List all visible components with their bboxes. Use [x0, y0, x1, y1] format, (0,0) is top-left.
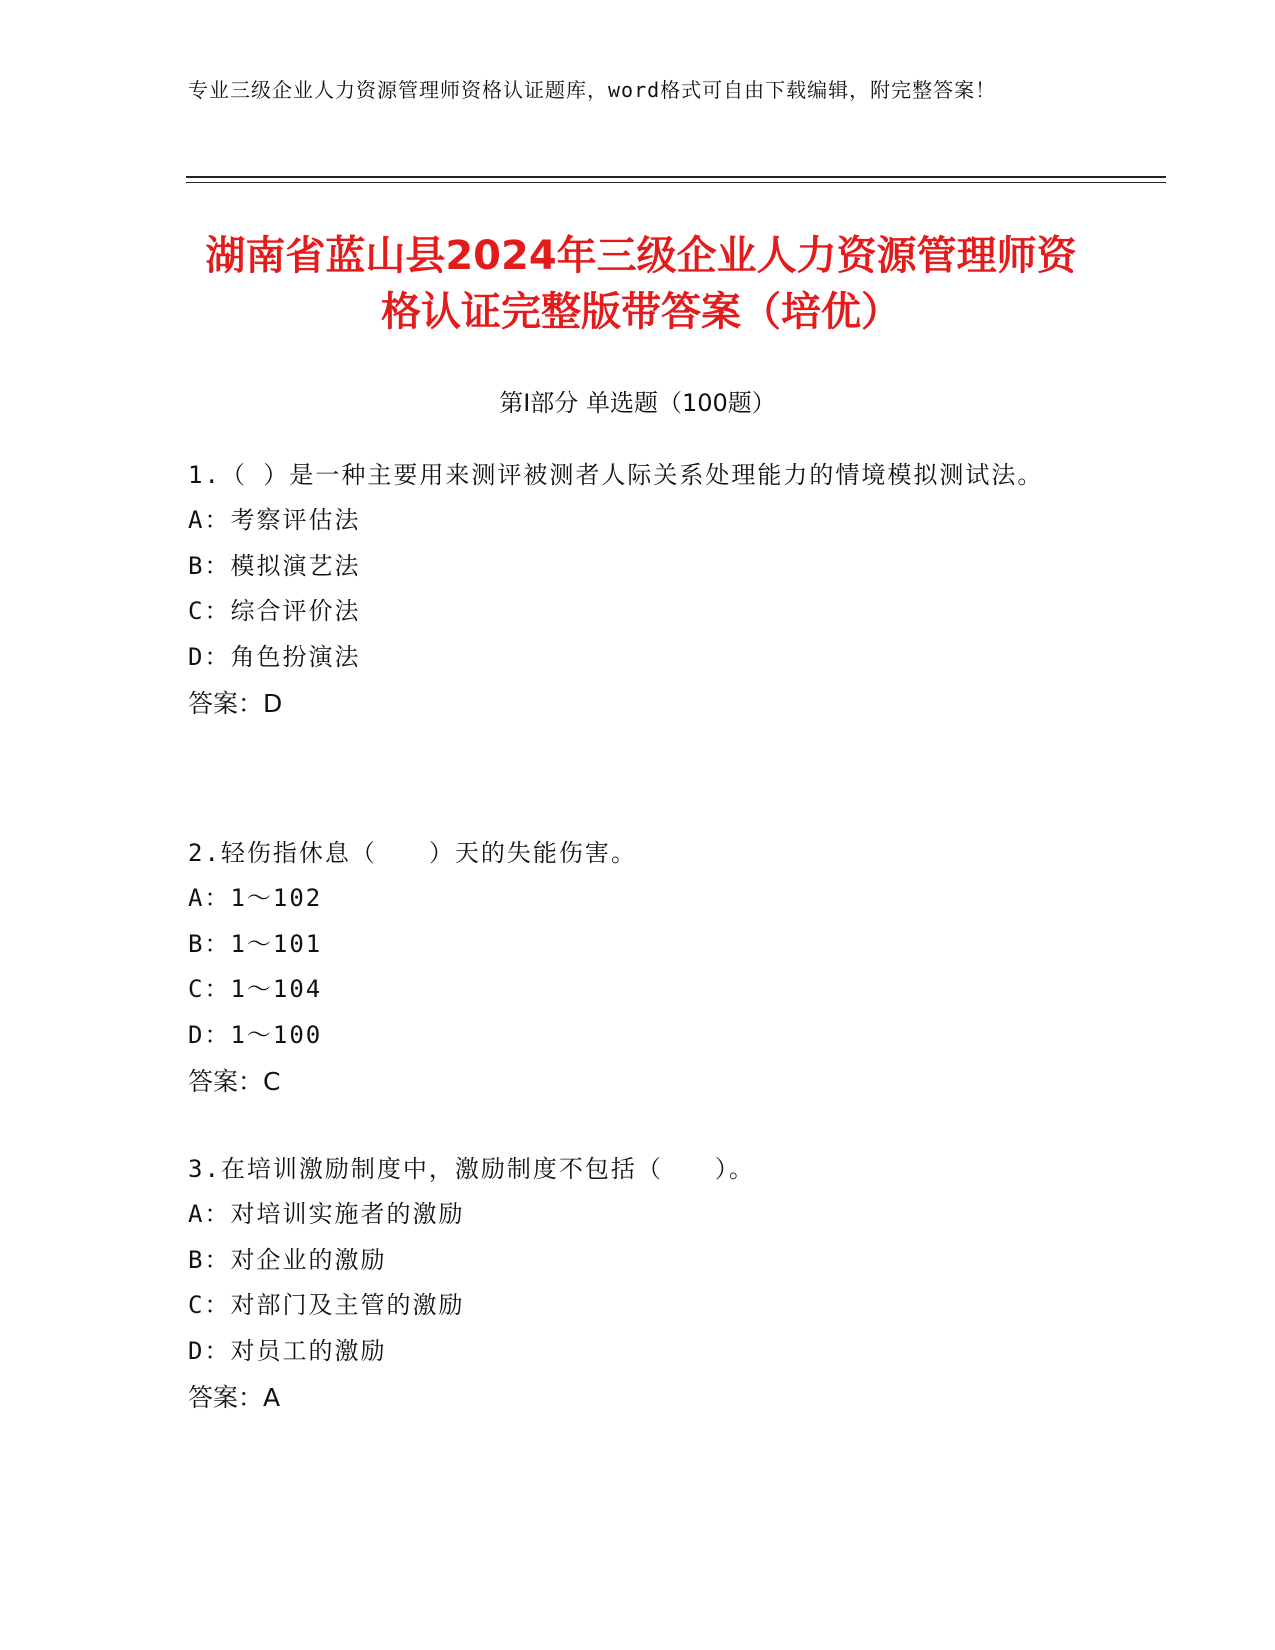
question-2: [188, 830, 1088, 1106]
answer: 答案：A: [188, 1383, 281, 1412]
option-a: A：对培训实施者的激励: [188, 1200, 465, 1228]
option-b: B：对企业的激励: [188, 1245, 387, 1274]
option-a: A：考察评估法: [188, 506, 361, 534]
section-heading: 第Ⅰ部分 单选题（100题）: [499, 389, 776, 417]
option-d: D：对员工的激励: [188, 1336, 387, 1365]
question-1: [188, 452, 1088, 728]
answer: 答案：D: [188, 689, 283, 718]
question-stem: 2.轻伤指休息（ ）天的失能伤害。: [188, 839, 637, 867]
answer: 答案：C: [188, 1067, 281, 1096]
question-stem: 3.在培训激励制度中，激励制度不包括（ ）。: [188, 1155, 755, 1183]
header-rule-thick: [186, 176, 1166, 178]
option-b: B：模拟演艺法: [188, 551, 361, 580]
document-title: 湖南省蓝山县2024年三级企业人力资源管理师资格认证完整版带答案（培优）: [205, 233, 1077, 335]
header-note: 专业三级企业人力资源管理师资格认证题库，word格式可自由下载编辑，附完整答案！: [188, 78, 997, 102]
option-a: A：1～102: [188, 884, 323, 912]
question-3: [188, 1146, 1088, 1422]
question-stem: 1.（ ）是一种主要用来测评被测者人际关系处理能力的情境模拟测试法。: [188, 461, 1044, 489]
option-b: B：1～101: [188, 929, 323, 958]
option-c: C：综合评价法: [188, 597, 361, 625]
option-d: D：1～100: [188, 1020, 323, 1049]
option-c: C：对部门及主管的激励: [188, 1291, 465, 1319]
option-d: D：角色扮演法: [188, 642, 361, 671]
header-rule-thin: [186, 182, 1166, 183]
option-c: C：1～104: [188, 975, 323, 1003]
